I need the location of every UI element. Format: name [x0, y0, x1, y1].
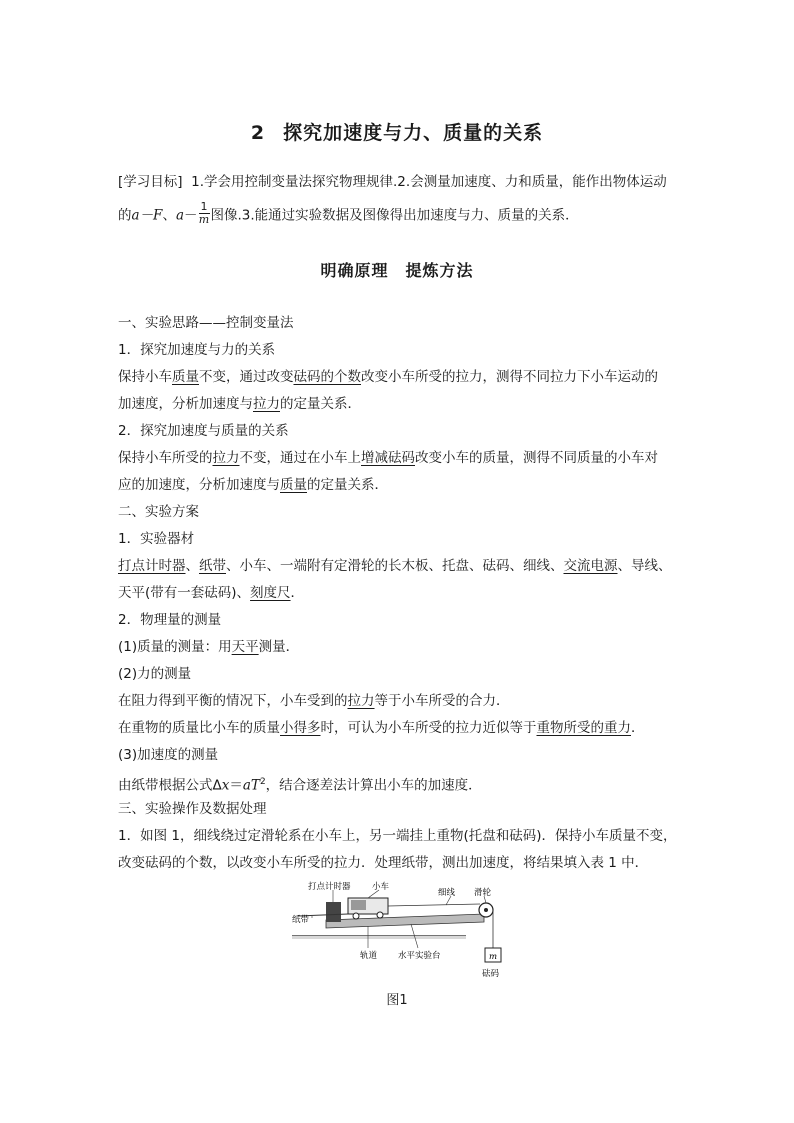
paragraph-line: 保持小车质量不变，通过改变砝码的个数改变小车所受的拉力，测得不同拉力下小车运动的	[118, 369, 658, 385]
paragraph-line: 改变砝码的个数，以改变小车所受的拉力．处理纸带，测出加速度，将结果填入表 1 中．	[118, 855, 649, 871]
paragraph-line: (1)质量的测量：用天平测量．	[118, 639, 300, 655]
paragraph-line: 在重物的质量比小车的质量小得多时，可认为小车所受的拉力近似等于重物所受的重力．	[118, 720, 645, 736]
underline-much-smaller: 小得多	[280, 720, 321, 736]
objectives-tag: [学习目标]	[118, 174, 183, 190]
underline-tension: 拉力	[347, 693, 375, 709]
underline-add-remove-weights: 增减砝码	[361, 450, 415, 466]
timer	[326, 902, 341, 922]
underline-gravity: 重物所受的重力	[536, 720, 631, 736]
paragraph-line: 由纸带根据公式$\Delta x=aT^2$，结合逐差法计算出小车的加速度．	[118, 777, 482, 794]
subheading-acceleration-force: 1．探究加速度与力的关系	[118, 342, 276, 358]
paragraph-line: 加速度，分析加速度与拉力的定量关系．	[118, 396, 361, 412]
label-pulley: 滑轮	[474, 888, 492, 898]
lab-table-edge	[292, 936, 466, 939]
underline-tension: 拉力	[212, 450, 240, 466]
title-text: 探究加速度与力、质量的关系	[283, 122, 544, 144]
subheading-equipment: 1．实验器材	[118, 531, 195, 547]
underline-weight-count: 砝码的个数	[293, 369, 361, 385]
pulley-axle	[484, 908, 488, 912]
label-tape: 纸带	[292, 915, 310, 925]
label-timer: 打点计时器	[308, 882, 351, 892]
heading-procedure: 三、实验操作及数据处理	[118, 801, 267, 817]
paragraph-line: 打点计时器、纸带、小车、一端附有定滑轮的长木板、托盘、砝码、细线、交流电源、导线、	[118, 558, 672, 574]
subheading-force-measurement: (2)力的测量	[118, 666, 192, 682]
fraction-one-over-m	[199, 201, 210, 226]
paragraph-line: 1．如图 1，细线绕过定滑轮系在小车上，另一端挂上重物(托盘和砝码)．保持小车质量不变，	[118, 828, 677, 844]
underline-timer: 打点计时器	[118, 558, 186, 574]
label-string: 细线	[438, 888, 456, 898]
var-F: －F	[139, 207, 163, 224]
car-wheel	[353, 913, 359, 919]
fraction-numerator: 1	[200, 200, 208, 213]
underline-tape: 纸带	[199, 558, 226, 574]
figure-caption: 图1	[386, 993, 408, 1008]
underline-ruler: 刻度尺	[250, 585, 291, 601]
content-body	[118, 310, 688, 877]
objectives-text: 1.学会用控制变量法探究物理规律.2.会测量加速度、力和质量，能作出物体运动	[191, 174, 667, 190]
paragraph-line: 应的加速度，分析加速度与质量的定量关系．	[118, 477, 388, 493]
objectives-prefix: 的	[118, 207, 132, 224]
learning-objectives-line-1	[118, 172, 688, 192]
heading-experiment-idea: 一、实验思路——控制变量法	[118, 315, 294, 331]
label-mass: m	[489, 952, 498, 962]
label-lab-table: 水平实验台	[398, 951, 441, 961]
paragraph-line: 保持小车所受的拉力不变，通过在小车上增减砝码改变小车的质量，测得不同质量的小车对	[118, 450, 658, 466]
paragraph-line: 天平(带有一套砝码)、刻度尺．	[118, 585, 305, 601]
track	[326, 914, 484, 928]
string	[388, 904, 480, 906]
label-weights: 砝码	[482, 969, 500, 979]
car-wheel	[377, 912, 383, 918]
car-weight	[351, 900, 366, 910]
underline-ac-power: 交流电源	[563, 558, 618, 574]
section-heading: 明确原理 提炼方法	[320, 261, 474, 280]
label-track: 轨道	[360, 951, 378, 961]
page-title	[0, 118, 794, 145]
title-number: 2	[250, 122, 266, 144]
subheading-acceleration-measurement: (3)加速度的测量	[118, 747, 219, 763]
subheading-acceleration-mass: 2．探究加速度与质量的关系	[118, 423, 289, 439]
var-a: a	[131, 207, 140, 224]
fraction-denominator: m	[198, 213, 210, 226]
underline-tension: 拉力	[253, 396, 280, 412]
paragraph-line: 在阻力得到平衡的情况下，小车受到的拉力等于小车所受的合力．	[118, 693, 510, 709]
learning-objectives-line-2	[118, 200, 688, 228]
underline-mass: 质量	[280, 477, 307, 493]
minus-sign: －	[184, 207, 198, 224]
underline-mass: 质量	[172, 369, 199, 385]
var-a-2: a	[175, 207, 184, 224]
subheading-measurement: 2．物理量的测量	[118, 612, 222, 628]
experiment-setup-figure	[286, 876, 508, 988]
underline-balance: 天平	[231, 639, 259, 655]
label-car: 小车	[372, 882, 390, 892]
separator: 、	[162, 207, 176, 224]
objectives-suffix: 图像.3.能通过实验数据及图像得出加速度与力、质量的关系．	[210, 207, 579, 224]
heading-experiment-plan: 二、实验方案	[118, 504, 199, 520]
